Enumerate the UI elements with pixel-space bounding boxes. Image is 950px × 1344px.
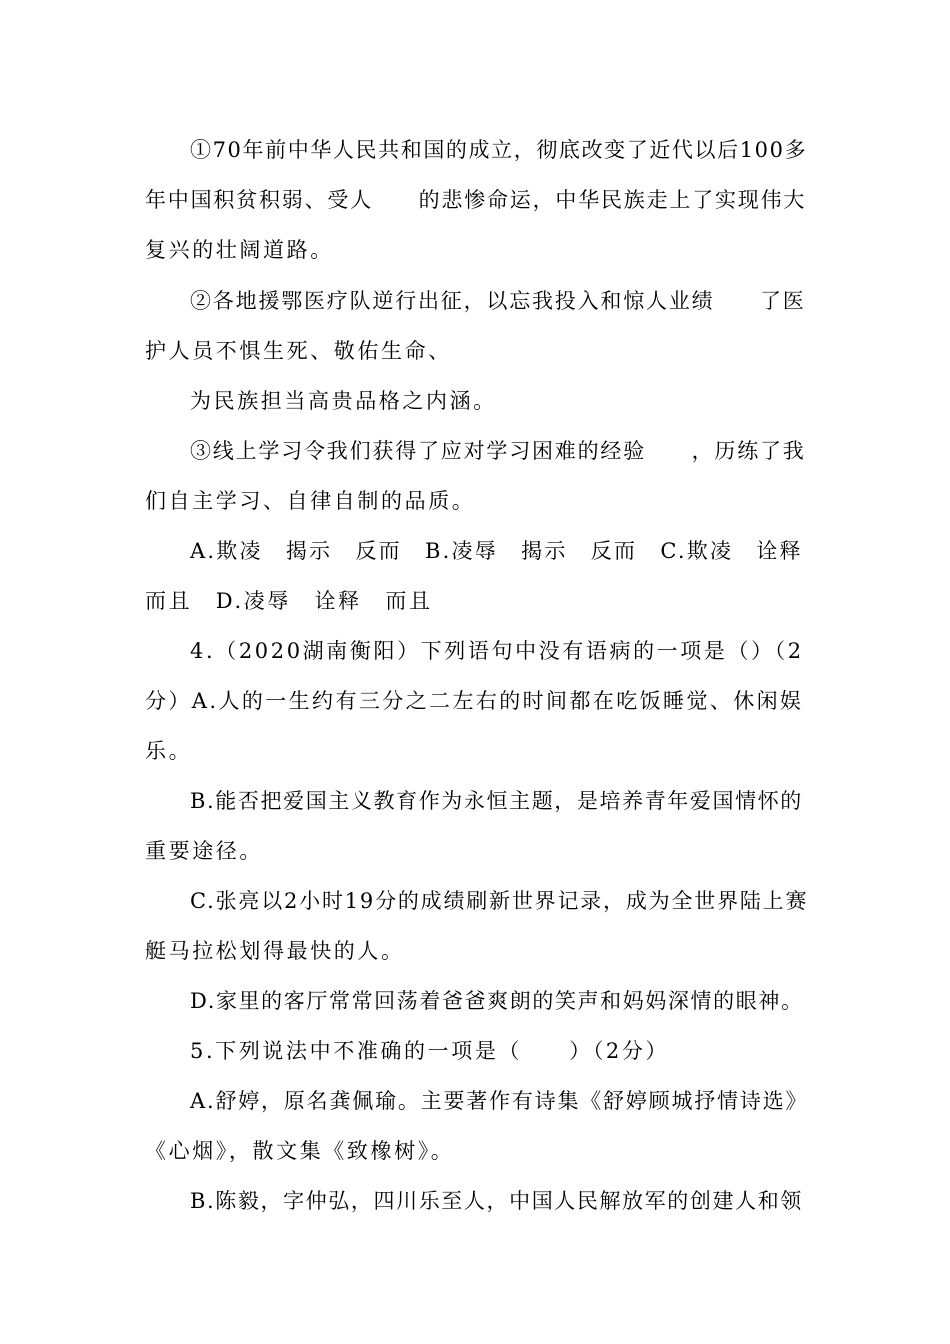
text-line-3: 复兴的壮阔道路。 — [145, 238, 334, 262]
option-b-line-1: B.能否把爱国主义教育作为永恒主题，是培养青年爱国情怀的 — [190, 789, 803, 813]
question-5-line: 5.下列说法中不准确的一项是（ ）（2分） — [190, 1039, 670, 1063]
text-line-4: ②各地援鄂医疗队逆行出征，以忘我投入和惊人业绩 了医 — [190, 289, 806, 313]
option-c-line-2: 艇马拉松划得最快的人。 — [145, 939, 405, 963]
question-4-line-1: 4.（2020湖南衡阳）下列语句中没有语病的一项是（）（2 — [190, 639, 804, 663]
text-line-6: 为民族担当高贵品格之内涵。 — [190, 389, 497, 413]
text-line-9: A.欺凌 揭示 反而 B.凌辱 揭示 反而 C.欺凌 诠释 — [190, 539, 803, 563]
option-c-line-1: C.张亮以2小时19分的成绩刷新世界记录，成为全世界陆上赛 — [190, 889, 809, 913]
text-line-8: 们自主学习、自律自制的品质。 — [145, 489, 476, 513]
question-4-line-3: 乐。 — [145, 739, 193, 763]
text-line-1: ①70年前中华人民共和国的成立，彻底改变了近代以后100多 — [190, 138, 808, 162]
text-line-7: ③线上学习令我们获得了应对学习困难的经验 ，历练了我 — [190, 439, 806, 463]
option-b-line-2: 重要途径。 — [145, 839, 263, 863]
option-d-line: D.家里的客厅常常回荡着爸爸爽朗的笑声和妈妈深情的眼神。 — [190, 989, 804, 1013]
q5-option-b-line-1: B.陈毅，字仲弘，四川乐至人，中国人民解放军的创建人和领 — [190, 1189, 803, 1213]
q5-option-a-line-2: 《心烟》，散文集《致橡树》。 — [145, 1139, 455, 1163]
q5-option-a-line-1: A.舒婷，原名龚佩瑜。主要著作有诗集《舒婷顾城抒情诗选》 — [190, 1089, 809, 1113]
question-4-line-2: 分）A.人的一生约有三分之二左右的时间都在吃饭睡觉、休闲娱 — [145, 689, 804, 713]
text-line-10: 而且 D.凌辱 诠释 而且 — [145, 589, 433, 613]
text-line-5: 护人员不惧生死、敬佑生命、 — [145, 339, 452, 363]
text-line-2: 年中国积贫积弱、受人 的悲惨命运，中华民族走上了实现伟大 — [145, 188, 807, 212]
